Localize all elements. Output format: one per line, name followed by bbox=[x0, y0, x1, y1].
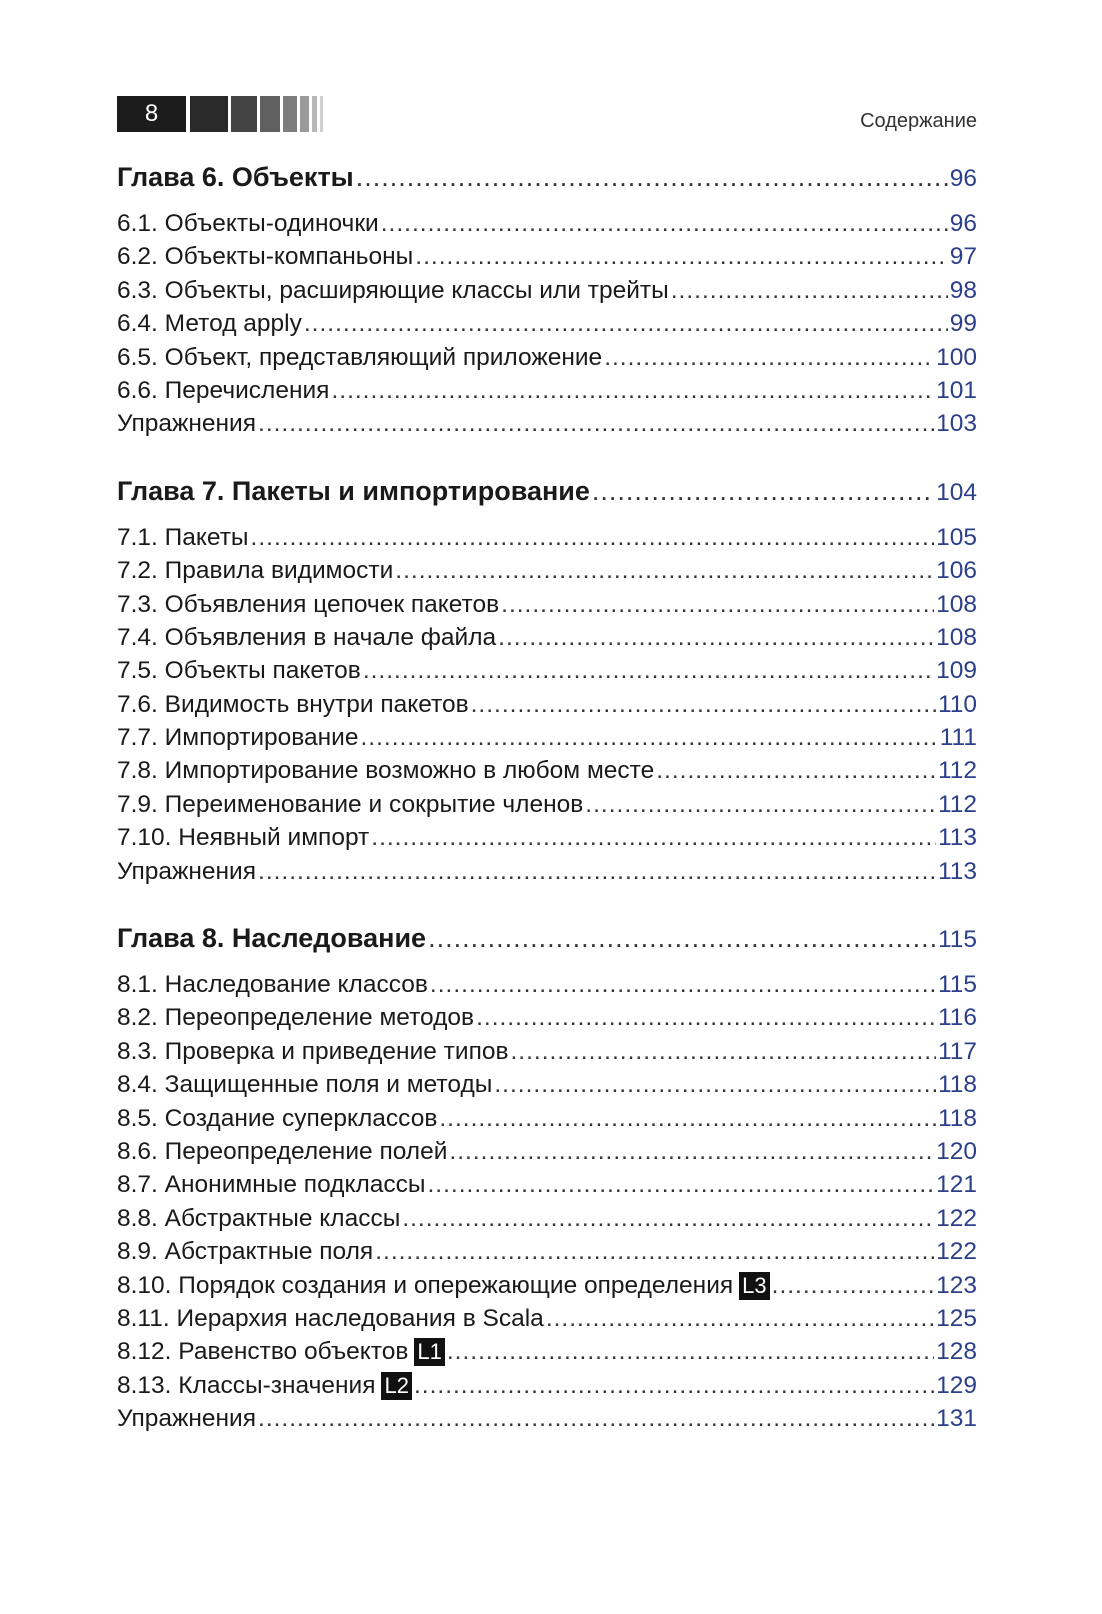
toc-entry[interactable] bbox=[117, 724, 977, 757]
entry-page-number: 120 bbox=[936, 1137, 977, 1165]
entry-page-number: 113 bbox=[937, 857, 977, 885]
dot-leader bbox=[449, 1138, 934, 1166]
dot-leader bbox=[304, 310, 948, 338]
dot-leader bbox=[656, 757, 936, 785]
dot-leader bbox=[415, 243, 947, 271]
toc-entry[interactable] bbox=[117, 310, 977, 343]
entry-page-number: 129 bbox=[936, 1371, 977, 1399]
entry-page-number: 125 bbox=[936, 1304, 977, 1332]
toc-entry[interactable] bbox=[117, 524, 977, 557]
dot-leader bbox=[360, 724, 937, 752]
entry-page-number: 115 bbox=[937, 971, 977, 999]
entry-title: 7.9. Переименование и сокрытие членов bbox=[117, 790, 584, 818]
header-strip bbox=[260, 96, 280, 132]
entry-title: 8.2. Переопределение методов bbox=[117, 1004, 475, 1032]
toc-entry[interactable] bbox=[117, 344, 977, 377]
entry-page-number: 98 bbox=[949, 276, 977, 304]
toc-entry[interactable] bbox=[117, 1138, 977, 1171]
dot-leader bbox=[511, 1038, 936, 1066]
entry-page-number: 111 bbox=[939, 724, 977, 752]
toc-entry[interactable] bbox=[117, 1405, 977, 1438]
dot-leader bbox=[427, 1171, 934, 1199]
entry-title: 8.8. Абстрактные классы bbox=[117, 1204, 401, 1232]
toc-entry[interactable] bbox=[117, 1272, 977, 1305]
toc-entry[interactable] bbox=[117, 557, 977, 590]
entry-page-number: 108 bbox=[936, 590, 977, 618]
entry-page-number: 123 bbox=[936, 1271, 977, 1299]
dot-leader bbox=[402, 1205, 934, 1233]
toc-entry[interactable] bbox=[117, 377, 977, 410]
entry-title: 8.5. Создание суперклассов bbox=[117, 1104, 438, 1132]
table-of-contents bbox=[117, 162, 977, 1439]
header-strip bbox=[320, 96, 323, 132]
toc-entry[interactable] bbox=[117, 1071, 977, 1104]
entry-title: 7.8. Импортирование возможно в любом месте bbox=[117, 757, 655, 785]
level-badge: L1 bbox=[414, 1338, 444, 1366]
toc-entry[interactable] bbox=[117, 624, 977, 657]
dot-leader bbox=[585, 791, 936, 819]
dot-leader bbox=[258, 1405, 934, 1433]
entry-page-number: 118 bbox=[937, 1071, 977, 1099]
toc-entry[interactable] bbox=[117, 210, 977, 243]
chapter-title: Глава 6. Объекты bbox=[117, 162, 354, 192]
toc-entry[interactable] bbox=[117, 1205, 977, 1238]
dot-leader bbox=[363, 657, 934, 685]
chapter-page-number: 115 bbox=[937, 926, 977, 954]
entry-title: 8.7. Анонимные подклассы bbox=[117, 1171, 426, 1199]
entry-title: 6.1. Объекты-одиночки bbox=[117, 210, 379, 237]
entry-title: 6.4. Метод apply bbox=[117, 310, 302, 338]
entry-page-number: 121 bbox=[936, 1171, 977, 1199]
header-strip bbox=[312, 96, 317, 132]
toc-entry[interactable] bbox=[117, 1305, 977, 1338]
entry-page-number: 97 bbox=[949, 243, 977, 271]
dot-leader bbox=[428, 923, 936, 954]
entry-title: 7.2. Правила видимости bbox=[117, 557, 394, 585]
chapter-page-number: 104 bbox=[936, 478, 977, 506]
toc-entry[interactable] bbox=[117, 824, 977, 857]
chapter-title: Глава 7. Пакеты и импортирование bbox=[117, 475, 590, 506]
entry-page-number: 110 bbox=[937, 690, 977, 718]
dot-leader bbox=[331, 377, 934, 405]
dot-leader bbox=[430, 971, 936, 999]
toc-entry[interactable] bbox=[117, 791, 977, 824]
page-header bbox=[117, 96, 977, 132]
entry-page-number: 100 bbox=[936, 343, 977, 371]
toc-entry[interactable] bbox=[117, 1338, 977, 1371]
entry-title: 6.2. Объекты-компаньоны bbox=[117, 243, 414, 271]
dot-leader bbox=[251, 524, 935, 552]
entry-title: 7.10. Неявный импорт bbox=[117, 824, 370, 852]
toc-entry[interactable] bbox=[117, 858, 977, 891]
entry-page-number: 101 bbox=[936, 376, 977, 404]
entry-page-number: 118 bbox=[937, 1104, 977, 1132]
dot-leader bbox=[772, 1272, 934, 1300]
entry-page-number: 96 bbox=[949, 210, 977, 237]
dot-leader bbox=[439, 1105, 936, 1133]
chapter-page-number: 96 bbox=[949, 165, 977, 192]
entry-title: 8.10. Порядок создания и опережающие определения bbox=[117, 1271, 734, 1299]
header-strip bbox=[300, 96, 309, 132]
entry-page-number: 117 bbox=[937, 1037, 977, 1065]
toc-entry[interactable] bbox=[117, 971, 977, 1004]
chapter-heading[interactable] bbox=[117, 162, 977, 202]
header-strip bbox=[283, 96, 297, 132]
entry-title: 7.3. Объявления цепочек пакетов bbox=[117, 590, 500, 618]
entry-page-number: 109 bbox=[936, 657, 977, 685]
entry-page-number: 131 bbox=[936, 1405, 977, 1433]
entry-title: 6.3. Объекты, расширяющие классы или трейты bbox=[117, 276, 669, 304]
header-strip bbox=[190, 96, 228, 132]
dot-leader bbox=[371, 824, 936, 852]
toc-entry[interactable] bbox=[117, 657, 977, 690]
entry-title: 7.6. Видимость внутри пакетов bbox=[117, 690, 469, 718]
entry-page-number: 112 bbox=[937, 790, 977, 818]
chapter-title: Глава 8. Наследование bbox=[117, 923, 427, 954]
entry-title: 8.9. Абстрактные поля bbox=[117, 1238, 374, 1266]
toc-entry[interactable] bbox=[117, 691, 977, 724]
dot-leader bbox=[592, 476, 934, 507]
entry-page-number: 113 bbox=[937, 824, 977, 852]
entry-page-number: 116 bbox=[937, 1004, 977, 1032]
entry-page-number: 108 bbox=[936, 623, 977, 651]
entry-page-number: 103 bbox=[936, 410, 977, 438]
entry-title: 7.5. Объекты пакетов bbox=[117, 657, 361, 685]
dot-leader bbox=[356, 162, 948, 193]
dot-leader bbox=[395, 557, 934, 585]
toc-entry[interactable] bbox=[117, 1105, 977, 1138]
entry-page-number: 106 bbox=[936, 557, 977, 585]
dot-leader bbox=[375, 1238, 934, 1266]
entry-title: 8.13. Классы-значения bbox=[117, 1371, 376, 1399]
dot-leader bbox=[414, 1372, 934, 1400]
dot-leader bbox=[447, 1338, 934, 1366]
entry-title: 8.12. Равенство объектов bbox=[117, 1338, 409, 1366]
dot-leader bbox=[258, 858, 936, 886]
toc-entry[interactable] bbox=[117, 243, 977, 276]
toc-entry[interactable] bbox=[117, 757, 977, 790]
entry-title: 7.1. Пакеты bbox=[117, 523, 249, 551]
chapter-heading[interactable] bbox=[117, 476, 977, 516]
entry-title: 8.1. Наследование классов bbox=[117, 971, 428, 999]
toc-entry[interactable] bbox=[117, 1004, 977, 1037]
page-number: 8 bbox=[117, 96, 186, 132]
entry-page-number: 122 bbox=[936, 1204, 977, 1232]
dot-leader bbox=[494, 1071, 936, 1099]
toc-entry[interactable] bbox=[117, 591, 977, 624]
level-badge: L2 bbox=[381, 1372, 411, 1400]
entry-title: 8.11. Иерархия наследования в Scala bbox=[117, 1304, 544, 1332]
entry-title: 7.4. Объявления в начале файла bbox=[117, 623, 497, 651]
entry-page-number: 112 bbox=[937, 757, 977, 785]
dot-leader bbox=[501, 591, 934, 619]
entry-page-number: 99 bbox=[949, 310, 977, 338]
entry-title: 8.3. Проверка и приведение типов bbox=[117, 1037, 509, 1065]
entry-title: 8.4. Защищенные поля и методы bbox=[117, 1071, 493, 1099]
toc-entry[interactable] bbox=[117, 1372, 977, 1405]
entry-page-number: 128 bbox=[936, 1338, 977, 1366]
entry-title: Упражнения bbox=[117, 410, 257, 438]
dot-leader bbox=[476, 1004, 936, 1032]
entry-title: 7.7. Импортирование bbox=[117, 724, 359, 752]
entry-title: Упражнения bbox=[117, 1405, 257, 1433]
dot-leader bbox=[471, 691, 936, 719]
chapter-heading[interactable] bbox=[117, 923, 977, 963]
running-title: Содержание bbox=[860, 110, 977, 132]
dot-leader bbox=[381, 210, 948, 238]
level-badge: L3 bbox=[739, 1272, 769, 1300]
dot-leader bbox=[671, 277, 948, 305]
entry-page-number: 105 bbox=[936, 523, 977, 551]
toc-entry[interactable] bbox=[117, 277, 977, 310]
dot-leader bbox=[546, 1305, 934, 1333]
dot-leader bbox=[604, 344, 934, 372]
header-strip bbox=[231, 96, 257, 132]
toc-entry[interactable] bbox=[117, 1238, 977, 1271]
entry-page-number: 122 bbox=[936, 1238, 977, 1266]
dot-leader bbox=[258, 410, 934, 438]
entry-title: 8.6. Переопределение полей bbox=[117, 1137, 448, 1165]
toc-entry[interactable] bbox=[117, 1038, 977, 1071]
entry-title: 6.6. Перечисления bbox=[117, 376, 330, 404]
toc-entry[interactable] bbox=[117, 1171, 977, 1204]
entry-title: 6.5. Объект, представляющий приложение bbox=[117, 343, 603, 371]
dot-leader bbox=[498, 624, 934, 652]
entry-title: Упражнения bbox=[117, 857, 257, 885]
toc-entry[interactable] bbox=[117, 410, 977, 443]
